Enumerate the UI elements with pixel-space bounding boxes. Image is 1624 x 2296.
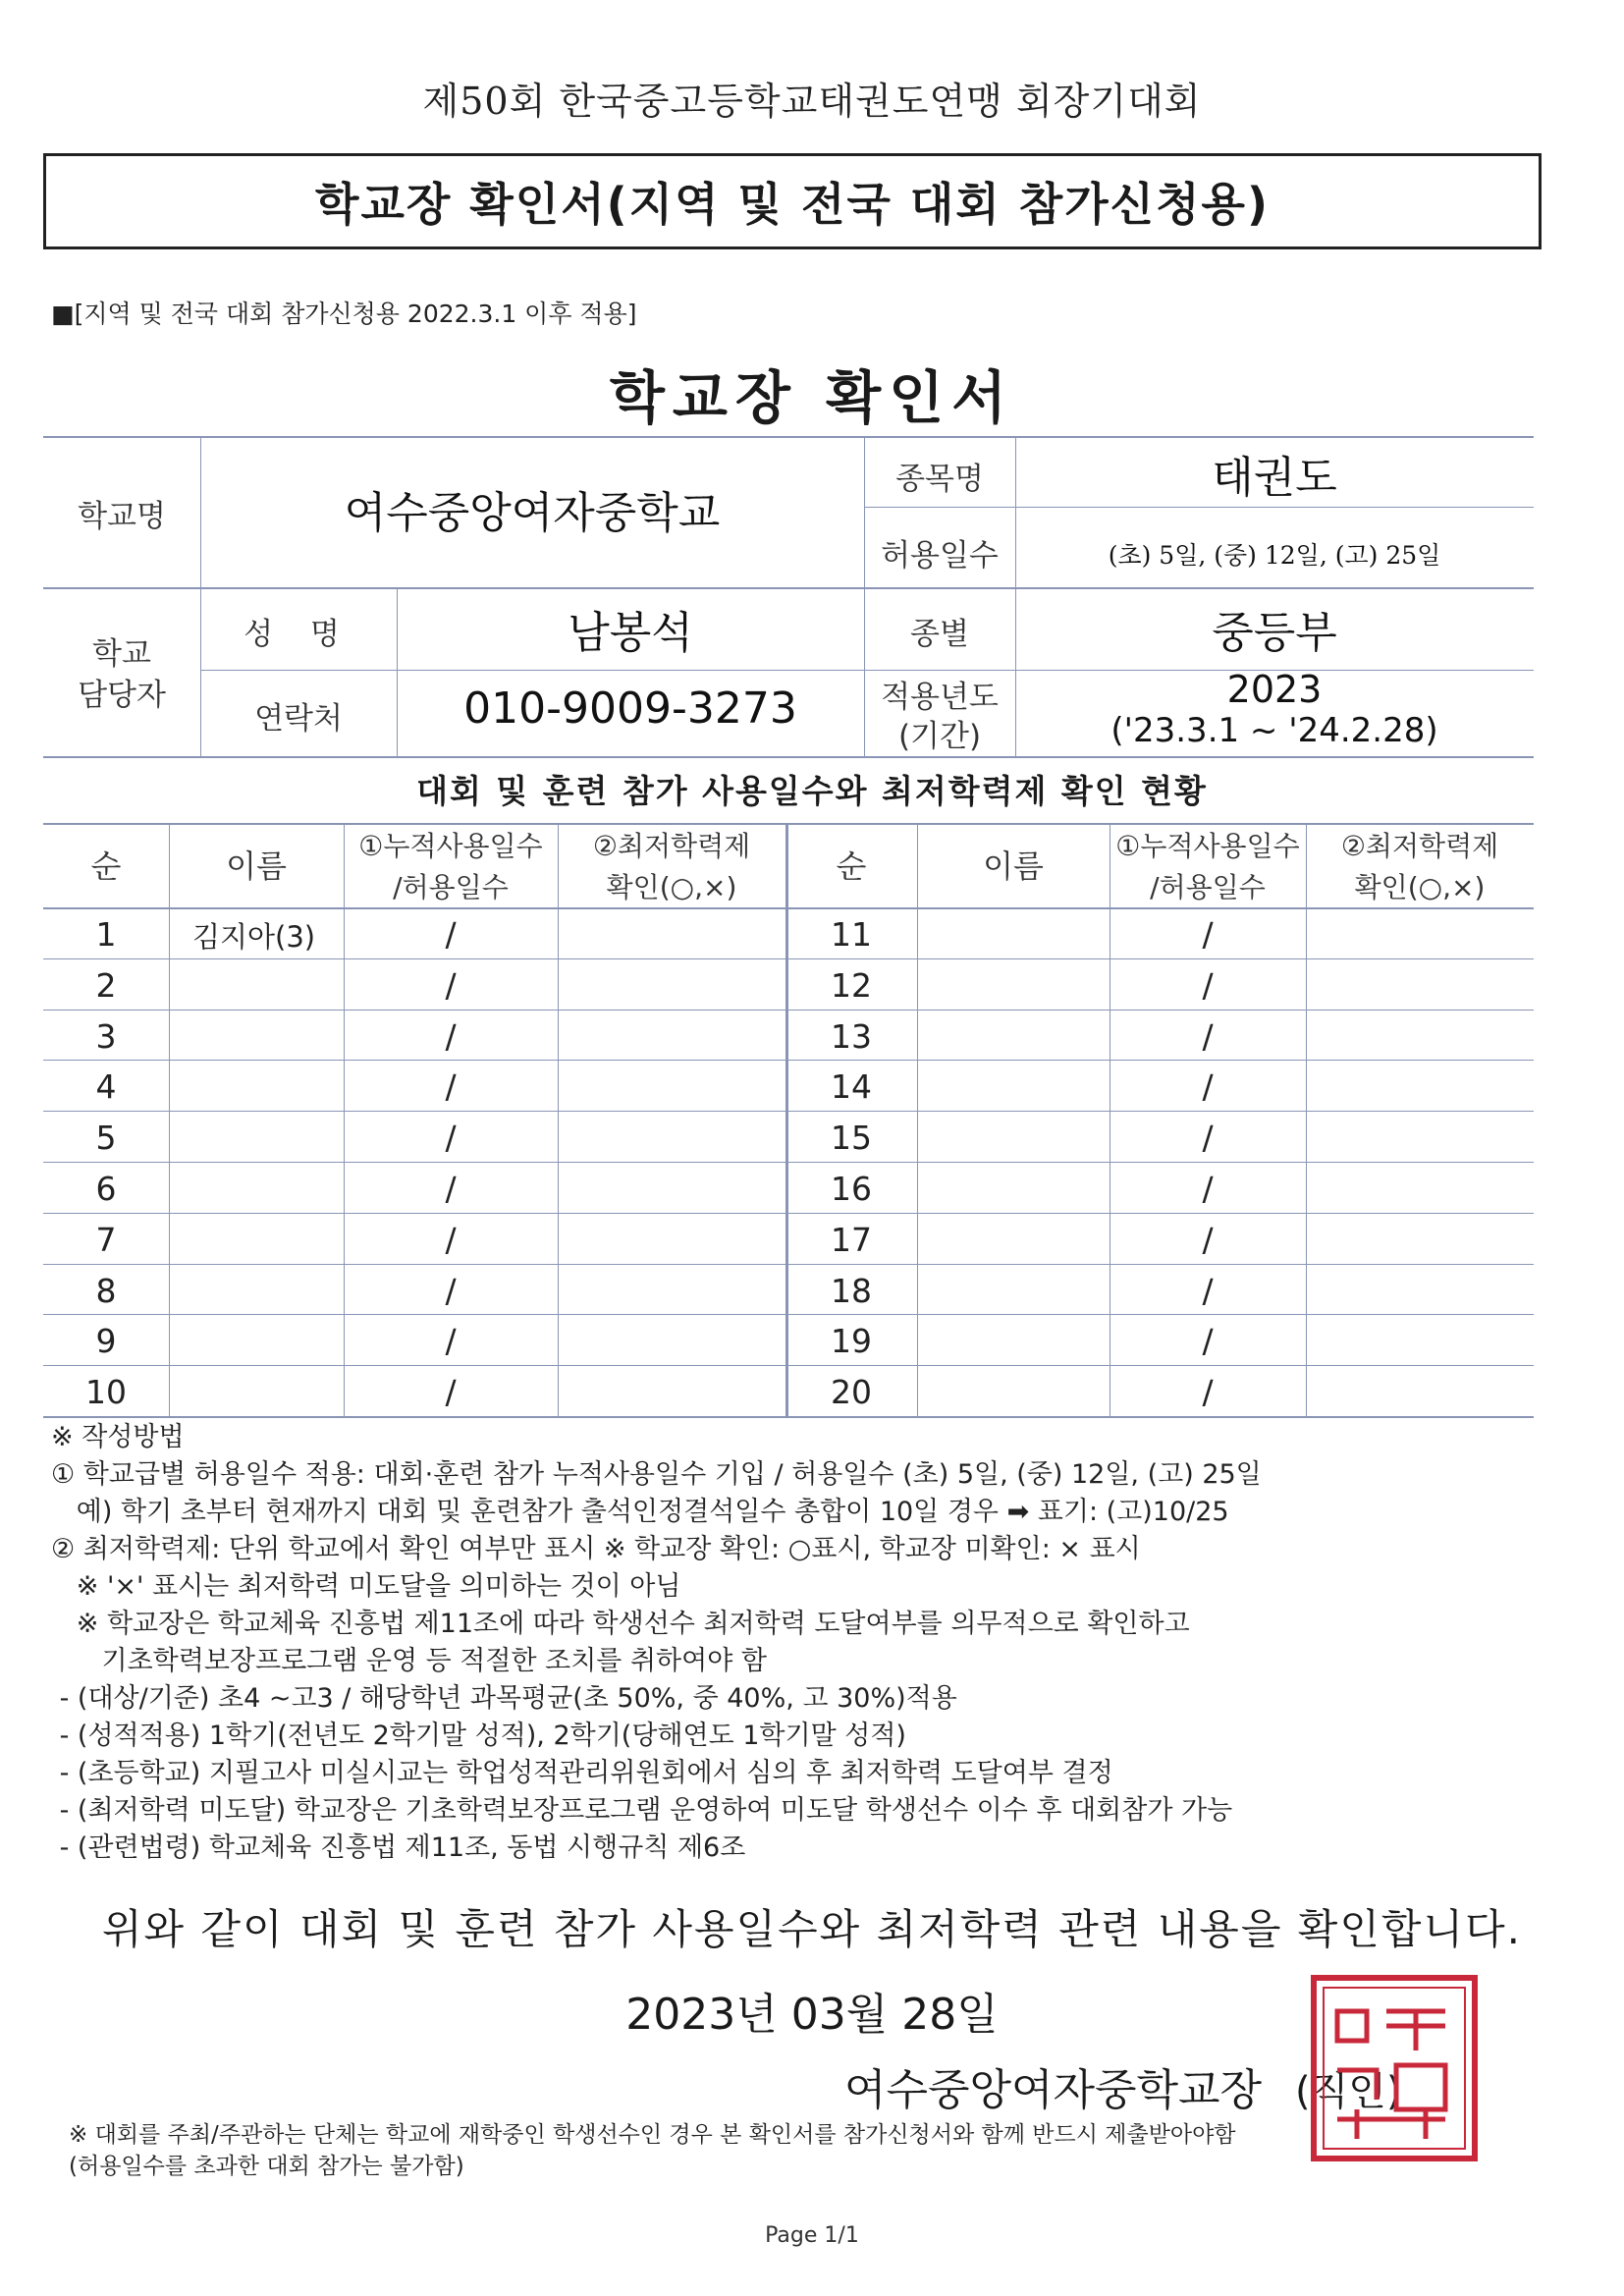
days-cell: / bbox=[445, 1067, 457, 1106]
page-number: Page 1/1 bbox=[765, 2223, 859, 2248]
division-label: 종별 bbox=[910, 617, 969, 652]
status-heading: 대회 및 훈련 참가 사용일수와 최저학력제 확인 현황 bbox=[416, 772, 1208, 810]
days-cell: / bbox=[445, 1170, 457, 1208]
col-header-name: 이름 bbox=[226, 847, 287, 885]
row-number: 6 bbox=[95, 1170, 117, 1208]
days-cell-right: / bbox=[1202, 966, 1214, 1005]
col-header-days-line1: ①누적사용일수 bbox=[358, 830, 543, 862]
table-rule bbox=[43, 823, 1534, 825]
instruction-line: - (초등학교) 지필고사 미실시교는 학업성적관리위원회에서 심의 후 최저학력 도달여부 결정 bbox=[51, 1758, 1113, 1788]
table-rule bbox=[1306, 823, 1307, 1416]
allowed-days-value: (초) 5일, (중) 12일, (고) 25일 bbox=[1108, 541, 1441, 570]
contact-value: 010-9009-3273 bbox=[463, 683, 797, 734]
col-header-days-right-line1: ①누적사용일수 bbox=[1115, 830, 1300, 862]
row-number-right: 17 bbox=[831, 1221, 872, 1259]
instruction-line: ※ 작성방법 bbox=[51, 1422, 185, 1452]
days-cell-right: / bbox=[1202, 915, 1214, 954]
row-number-right: 16 bbox=[831, 1170, 872, 1208]
table-row-rule bbox=[43, 1314, 1534, 1315]
name-value: 남봉석 bbox=[568, 608, 693, 658]
row-number-right: 20 bbox=[831, 1373, 872, 1411]
days-cell: / bbox=[445, 915, 457, 954]
row-number: 10 bbox=[85, 1373, 127, 1411]
instruction-line: - (최저학력 미도달) 학교장은 기초학력보장프로그램 운영하여 미도달 학생선수 이수 후 대회참가 가능 bbox=[51, 1795, 1233, 1826]
instruction-line: - (대상/기준) 초4 ~고3 / 해당학년 과목평균(초 50%, 중 40%, 고 30%)적용 bbox=[51, 1683, 957, 1714]
row-number: 7 bbox=[95, 1221, 117, 1259]
table-rule bbox=[43, 1416, 1534, 1418]
athlete-name: 김지아(3) bbox=[192, 920, 316, 954]
days-cell: / bbox=[445, 1221, 457, 1259]
row-number: 1 bbox=[95, 915, 117, 954]
instruction-line: - (관련법령) 학교체육 진흥법 제11조, 동법 시행규칙 제6조 bbox=[51, 1832, 746, 1863]
instruction-line: - (성적적용) 1학기(전년도 2학기말 성적), 2학기(당해연도 1학기말 성적) bbox=[51, 1721, 906, 1751]
instruction-line: 예) 학기 초부터 현재까지 대회 및 훈련참가 출석인정결석일수 총합이 10일 경우 ➡ 표기: (고)10/25 bbox=[51, 1497, 1229, 1527]
manager-label-line2: 담당자 bbox=[78, 678, 166, 713]
table-row-rule bbox=[43, 1264, 1534, 1265]
document-box-title: 학교장 확인서(지역 및 전국 대회 참가신청용) bbox=[43, 153, 1542, 249]
submission-note-line2: (허용일수를 초과한 대회 참가는 불가함) bbox=[69, 2154, 464, 2179]
event-title: 제50회 한국중고등학교태권도연맹 회장기대회 bbox=[422, 80, 1202, 123]
row-number-right: 18 bbox=[831, 1272, 872, 1310]
row-number-right: 12 bbox=[831, 966, 872, 1005]
col-header-min-line2: 확인(○,×) bbox=[606, 871, 737, 903]
table-rule bbox=[43, 587, 1534, 589]
name-label: 성 명 bbox=[244, 617, 353, 652]
table-row-rule bbox=[43, 958, 1534, 959]
days-cell-right: / bbox=[1202, 1067, 1214, 1106]
year-period: ('23.3.1 ~ '24.2.28) bbox=[1110, 711, 1438, 750]
table-row-rule bbox=[43, 1365, 1534, 1366]
allowed-days-label: 허용일수 bbox=[881, 538, 999, 574]
col-header-min-line1: ②최저학력제 bbox=[592, 830, 751, 862]
table-rule bbox=[558, 823, 559, 1416]
document-title: 학교장 확인서 bbox=[609, 364, 1015, 431]
school-label: 학교명 bbox=[78, 499, 166, 534]
principal-title: 여수중앙여자중학교장 bbox=[844, 2065, 1263, 2115]
col-header-days-right-line2: /허용일수 bbox=[1150, 871, 1266, 903]
issue-date: 2023년 03월 28일 bbox=[625, 1990, 999, 2040]
row-number-right: 14 bbox=[831, 1067, 872, 1106]
table-row-rule bbox=[43, 1162, 1534, 1163]
col-header-no: 순 bbox=[90, 847, 122, 885]
year-value: 2023 bbox=[1226, 668, 1323, 711]
year-label-line2: (기간) bbox=[897, 719, 982, 754]
days-cell: / bbox=[445, 1373, 457, 1411]
table-rule bbox=[169, 823, 170, 1416]
col-header-days-line2: /허용일수 bbox=[393, 871, 509, 903]
table-row-rule bbox=[43, 1060, 1534, 1061]
days-cell-right: / bbox=[1202, 1373, 1214, 1411]
division-value: 중등부 bbox=[1212, 608, 1337, 658]
table-row-rule bbox=[43, 1213, 1534, 1214]
row-number: 8 bbox=[95, 1272, 117, 1310]
row-number: 9 bbox=[95, 1322, 117, 1360]
table-rule bbox=[864, 507, 1534, 508]
row-number-right: 13 bbox=[831, 1017, 872, 1056]
days-cell: / bbox=[445, 966, 457, 1005]
writing-instructions bbox=[51, 1419, 1583, 1867]
days-cell-right: / bbox=[1202, 1017, 1214, 1056]
table-rule bbox=[917, 823, 918, 1416]
days-cell: / bbox=[445, 1119, 457, 1157]
row-number: 2 bbox=[95, 966, 117, 1005]
submission-note-line1: ※ 대회를 주최/주관하는 단체는 학교에 재학중인 학생선수인 경우 본 확인서를 참가신청서와 함께 반드시 제출받아야함 bbox=[69, 2122, 1236, 2148]
days-cell-right: / bbox=[1202, 1170, 1214, 1208]
days-cell-right: / bbox=[1202, 1119, 1214, 1157]
row-number-right: 15 bbox=[831, 1119, 872, 1157]
event-value: 태권도 bbox=[1212, 453, 1337, 503]
row-number: 4 bbox=[95, 1067, 117, 1106]
seal-label: (직인) bbox=[1295, 2069, 1402, 2114]
row-number: 3 bbox=[95, 1017, 117, 1056]
event-label: 종목명 bbox=[895, 462, 984, 497]
year-label-line1: 적용년도 bbox=[881, 680, 999, 715]
instruction-line: 기초학력보장프로그램 운영 등 적절한 조치를 취하여야 함 bbox=[51, 1646, 767, 1676]
instruction-line: ② 최저학력제: 단위 학교에서 확인 여부만 표시 ※ 학교장 확인: ○표시, 학교장 미확인: × 표시 bbox=[51, 1534, 1141, 1564]
row-number-right: 19 bbox=[831, 1322, 872, 1360]
contact-label: 연락처 bbox=[254, 701, 343, 737]
table-rule bbox=[43, 907, 1534, 909]
row-number: 5 bbox=[95, 1119, 117, 1157]
row-number-right: 11 bbox=[831, 915, 872, 954]
table-rule bbox=[43, 436, 1534, 438]
days-cell-right: / bbox=[1202, 1272, 1214, 1310]
days-cell: / bbox=[445, 1272, 457, 1310]
col-header-min-right-line2: 확인(○,×) bbox=[1354, 871, 1486, 903]
instruction-line: ※ '×' 표시는 최저학력 미도달을 의미하는 것이 아님 bbox=[51, 1571, 681, 1602]
days-cell: / bbox=[445, 1322, 457, 1360]
col-header-min-right-line1: ②최저학력제 bbox=[1340, 830, 1499, 862]
instruction-line: ① 학교급별 허용일수 적용: 대회·훈련 참가 누적사용일수 기입 / 허용일수 (초) 5일, (중) 12일, (고) 25일 bbox=[51, 1459, 1262, 1490]
col-header-no-right: 순 bbox=[836, 847, 867, 885]
days-cell-right: / bbox=[1202, 1322, 1214, 1360]
table-row-rule bbox=[43, 1010, 1534, 1011]
col-header-name-right: 이름 bbox=[983, 847, 1044, 885]
days-cell: / bbox=[445, 1017, 457, 1056]
confirmation-statement: 위와 같이 대회 및 훈련 참가 사용일수와 최저학력 관련 내용을 확인합니다. bbox=[101, 1905, 1523, 1953]
submission-note bbox=[69, 2119, 1542, 2182]
table-row-rule bbox=[43, 1111, 1534, 1112]
application-note: ■[지역 및 전국 대회 참가신청용 2022.3.1 이후 적용] bbox=[51, 300, 637, 328]
instruction-line: ※ 학교장은 학교체육 진흥법 제11조에 따라 학생선수 최저학력 도달여부를 의무적으로 확인하고 bbox=[51, 1609, 1190, 1639]
school-value: 여수중앙여자중학교 bbox=[344, 488, 721, 538]
table-rule bbox=[43, 756, 1534, 758]
manager-label-line1: 학교 bbox=[92, 636, 151, 672]
days-cell-right: / bbox=[1202, 1221, 1214, 1259]
